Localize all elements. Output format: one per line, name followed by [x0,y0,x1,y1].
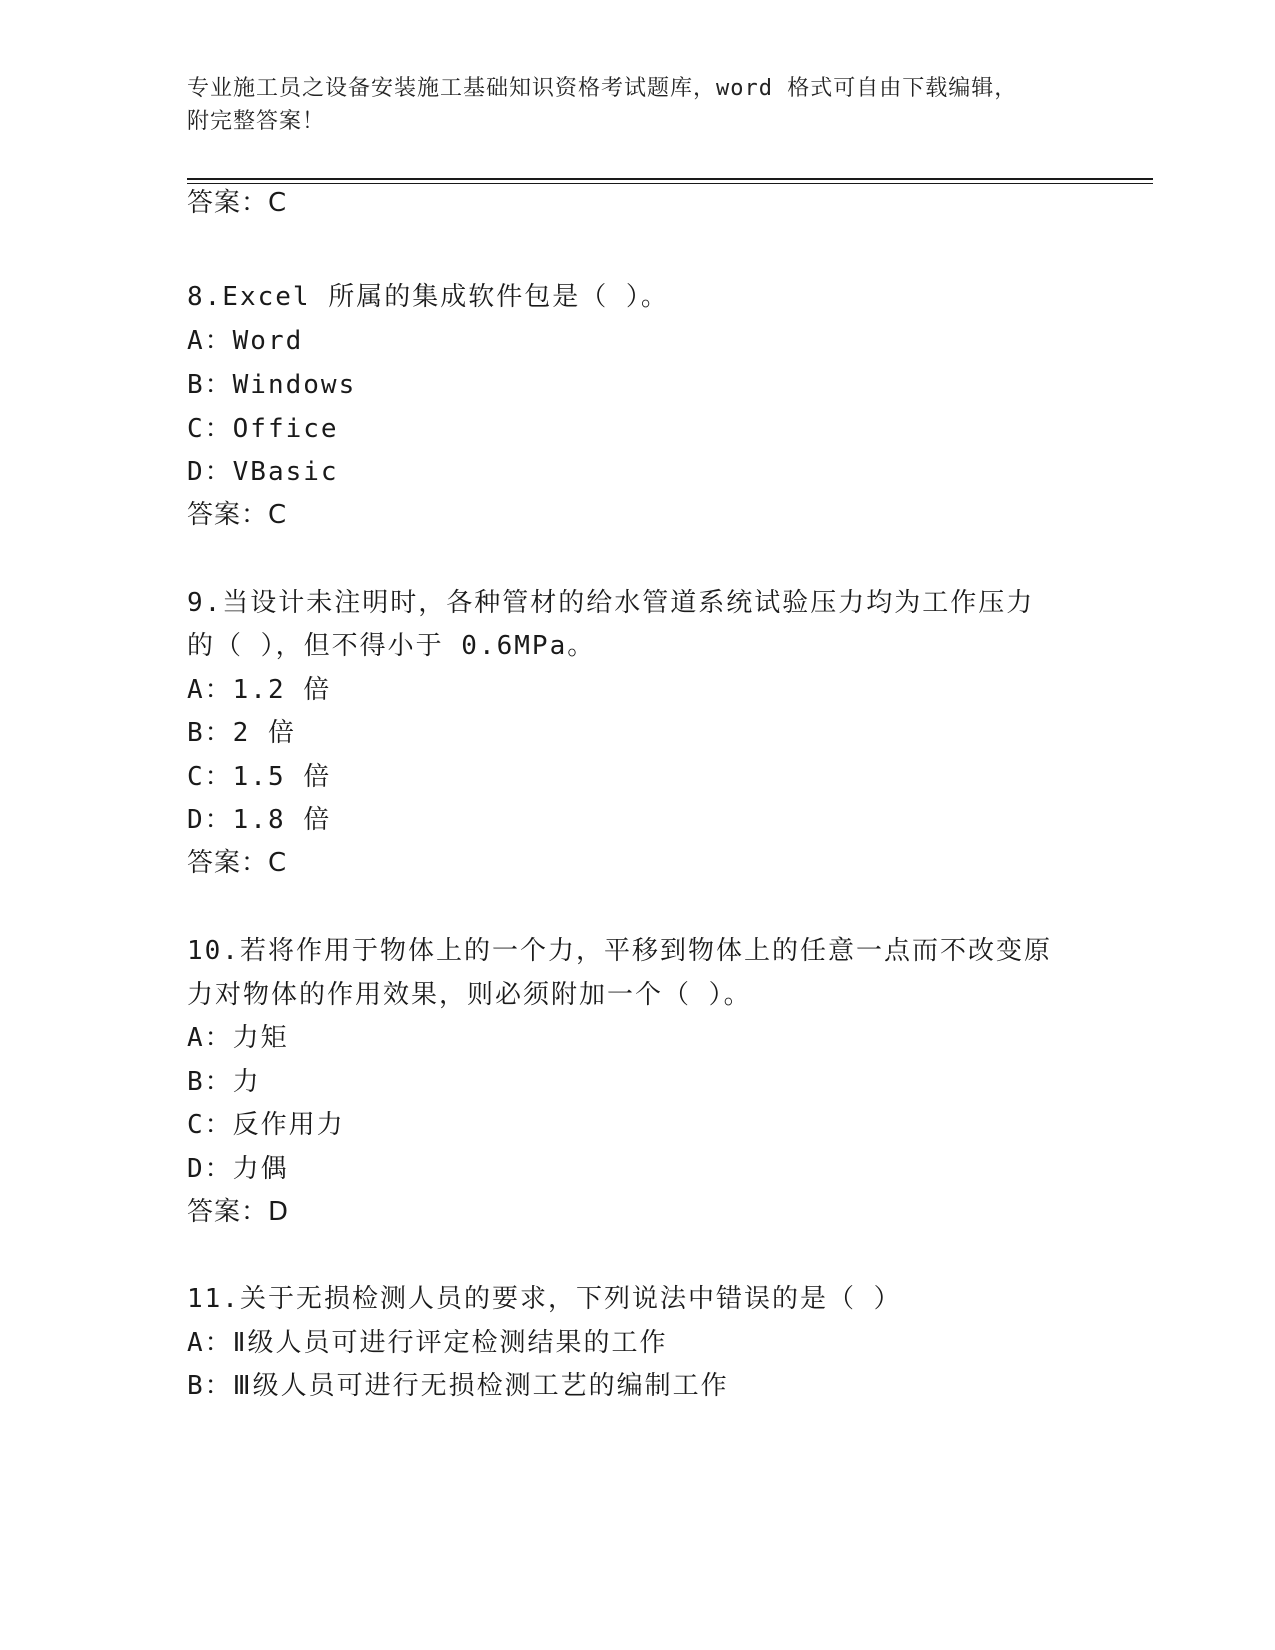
header-line-1: 专业施工员之设备安装施工基础知识资格考试题库，word 格式可自由下载编辑， [187,76,1018,101]
header-divider-thin [187,183,1153,184]
option-c: C：1.5 倍 [187,762,332,792]
header-divider-thick [187,178,1153,180]
option-b: B：Ⅲ级人员可进行无损检测工艺的编制工作 [187,1371,729,1401]
question-stem-continued: 力对物体的作用效果，则必须附加一个（ ）。 [187,980,752,1010]
option-c: C：反作用力 [187,1110,345,1140]
option-d: D：1.8 倍 [187,805,332,835]
option-d: D：力偶 [187,1154,289,1184]
answer-line: 答案：C [187,188,288,218]
option-a: A：力矩 [187,1023,289,1053]
option-d: D：VBasic [187,457,339,487]
question-stem: 10.若将作用于物体上的一个力，平移到物体上的任意一点而不改变原 [187,936,1052,966]
question-stem-continued: 的（ ），但不得小于 0.6MPa。 [187,631,596,661]
option-a: A：Ⅱ级人员可进行评定检测结果的工作 [187,1328,668,1358]
answer-line: 答案：C [187,848,288,878]
question-stem: 8.Excel 所属的集成软件包是（ ）。 [187,282,669,312]
question-stem: 11.关于无损检测人员的要求，下列说法中错误的是（ ） [187,1284,902,1314]
option-b: B：Windows [187,370,357,400]
option-c: C：Office [187,414,339,444]
document-header [187,72,1087,138]
answer-line: 答案：D [187,1197,290,1227]
option-b: B：2 倍 [187,718,296,748]
answer-line: 答案：C [187,500,288,530]
option-b: B：力 [187,1067,261,1097]
question-stem: 9.当设计未注明时，各种管材的给水管道系统试验压力均为工作压力 [187,588,1035,618]
option-a: A：Word [187,326,304,356]
header-line-2: 附完整答案！ [187,109,326,134]
option-a: A：1.2 倍 [187,675,332,705]
